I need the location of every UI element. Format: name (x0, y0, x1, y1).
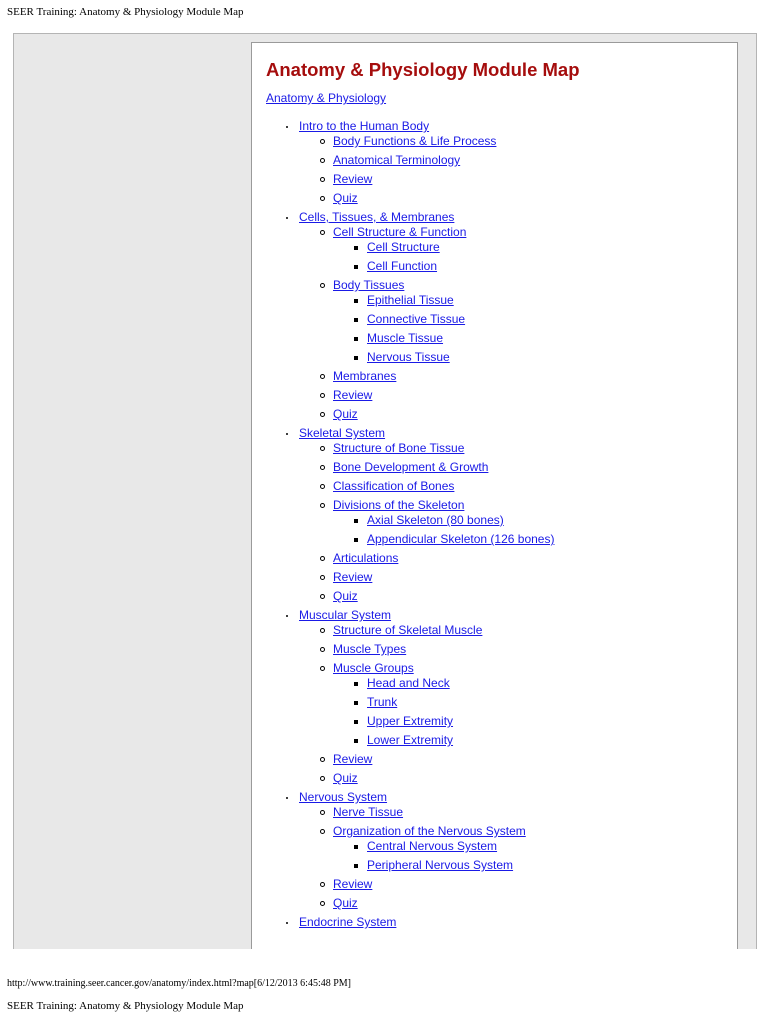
subtopic-list-item (353, 312, 554, 327)
topic-list-item (319, 441, 554, 456)
topic-link[interactable]: Structure of Skeletal Muscle (333, 623, 483, 637)
topic-link[interactable]: Quiz (333, 191, 358, 205)
topic-list-item (319, 278, 554, 365)
print-header: SEER Training: Anatomy & Physiology Module Map (7, 6, 244, 18)
topic-link[interactable]: Review (333, 877, 373, 891)
subtopic-list-item (353, 714, 554, 729)
module-list-item (285, 790, 554, 911)
topic-link[interactable]: Review (333, 388, 373, 402)
topic-link[interactable]: Membranes (333, 369, 397, 383)
subtopic-list-item (353, 259, 554, 274)
topic-list-item (319, 134, 554, 149)
subtopic-list-item (353, 293, 554, 308)
topic-list-item (319, 551, 554, 566)
module-topic-list (299, 225, 554, 422)
subtopic-link[interactable]: Epithelial Tissue (367, 293, 454, 307)
topic-link[interactable]: Organization of the Nervous System (333, 824, 526, 838)
subtopic-list-item (353, 331, 554, 346)
subtopic-link[interactable]: Head and Neck (367, 676, 450, 690)
topic-link[interactable]: Review (333, 172, 373, 186)
module-list-item (285, 119, 554, 206)
topic-list-item (319, 225, 554, 274)
topic-list-item (319, 771, 554, 786)
topic-link[interactable]: Muscle Types (333, 642, 407, 656)
subtopic-list-item (353, 532, 554, 547)
topic-list-item (319, 479, 554, 494)
subtopic-list (333, 293, 554, 365)
module-map-tree (285, 119, 554, 930)
topic-link[interactable]: Quiz (333, 589, 358, 603)
module-list-item (285, 915, 554, 930)
subtopic-link[interactable]: Trunk (367, 695, 398, 709)
breadcrumb-anatomy-physiology-link[interactable]: Anatomy & Physiology (266, 91, 387, 105)
module-list-item (285, 608, 554, 786)
topic-list-item (319, 570, 554, 585)
topic-list-item (319, 824, 554, 873)
topic-link[interactable]: Body Functions & Life Process (333, 134, 497, 148)
topic-list-item (319, 388, 554, 403)
topic-link[interactable]: Divisions of the Skeleton (333, 498, 465, 512)
subtopic-list-item (353, 676, 554, 691)
module-list-item (285, 210, 554, 422)
subtopic-list-item (353, 513, 554, 528)
topic-link[interactable]: Body Tissues (333, 278, 405, 292)
subtopic-list (333, 676, 554, 748)
subtopic-link[interactable]: Appendicular Skeleton (126 bones) (367, 532, 555, 546)
subtopic-list-item (353, 240, 554, 255)
subtopic-link[interactable]: Axial Skeleton (80 bones) (367, 513, 504, 527)
topic-link[interactable]: Bone Development & Growth (333, 460, 489, 474)
subtopic-link[interactable]: Lower Extremity (367, 733, 454, 747)
topic-list-item (319, 191, 554, 206)
subtopic-link[interactable]: Peripheral Nervous System (367, 858, 514, 872)
topic-list-item (319, 407, 554, 422)
subtopic-list-item (353, 695, 554, 710)
topic-list-item (319, 460, 554, 475)
module-link[interactable]: Cells, Tissues, & Membranes (299, 210, 455, 224)
module-list-item (285, 426, 554, 604)
topic-list-item (319, 172, 554, 187)
page-title: Anatomy & Physiology Module Map (266, 59, 580, 80)
subtopic-list (333, 240, 554, 274)
module-link[interactable]: Nervous System (299, 790, 388, 804)
page-frame (13, 33, 757, 949)
topic-list-item (319, 661, 554, 748)
module-topic-list (299, 134, 554, 206)
subtopic-list-item (353, 858, 554, 873)
subtopic-link[interactable]: Muscle Tissue (367, 331, 444, 345)
topic-link[interactable]: Quiz (333, 896, 358, 910)
topic-link[interactable]: Review (333, 752, 373, 766)
module-link[interactable]: Muscular System (299, 608, 392, 622)
topic-list-item (319, 498, 554, 547)
subtopic-list-item (353, 350, 554, 365)
topic-link[interactable]: Muscle Groups (333, 661, 414, 675)
topic-list-item (319, 642, 554, 657)
module-topic-list (299, 623, 554, 786)
topic-list-item (319, 589, 554, 604)
subtopic-link[interactable]: Upper Extremity (367, 714, 454, 728)
topic-list-item (319, 877, 554, 892)
topic-link[interactable]: Quiz (333, 771, 358, 785)
topic-link[interactable]: Classification of Bones (333, 479, 455, 493)
subtopic-link[interactable]: Central Nervous System (367, 839, 498, 853)
topic-link[interactable]: Nerve Tissue (333, 805, 404, 819)
subtopic-list (333, 513, 554, 547)
topic-list-item (319, 805, 554, 820)
module-topic-list (299, 805, 554, 911)
topic-link[interactable]: Articulations (333, 551, 399, 565)
subtopic-list-item (353, 733, 554, 748)
print-footer-url: http://www.training.seer.cancer.gov/anatomy/index.html?map[6/12/2013 6:45:48 PM] (7, 978, 352, 989)
subtopic-list (333, 839, 554, 873)
topic-link[interactable]: Cell Structure & Function (333, 225, 467, 239)
topic-list-item (319, 896, 554, 911)
topic-link[interactable]: Quiz (333, 407, 358, 421)
topic-link[interactable]: Review (333, 570, 373, 584)
topic-link[interactable]: Structure of Bone Tissue (333, 441, 465, 455)
content-panel (251, 42, 738, 949)
topic-list-item (319, 153, 554, 168)
topic-list-item (319, 369, 554, 384)
subtopic-link[interactable]: Connective Tissue (367, 312, 466, 326)
subtopic-link[interactable]: Cell Structure (367, 240, 440, 254)
module-topic-list (299, 441, 554, 604)
module-link[interactable]: Endocrine System (299, 915, 397, 929)
topic-list-item (319, 752, 554, 767)
topic-link[interactable]: Anatomical Terminology (333, 153, 461, 167)
module-link[interactable]: Skeletal System (299, 426, 386, 440)
subtopic-link[interactable]: Nervous Tissue (367, 350, 450, 364)
subtopic-link[interactable]: Cell Function (367, 259, 438, 273)
print-header-next-page: SEER Training: Anatomy & Physiology Module Map (7, 1000, 244, 1012)
topic-list-item (319, 623, 554, 638)
module-link[interactable]: Intro to the Human Body (299, 119, 430, 133)
subtopic-list-item (353, 839, 554, 854)
